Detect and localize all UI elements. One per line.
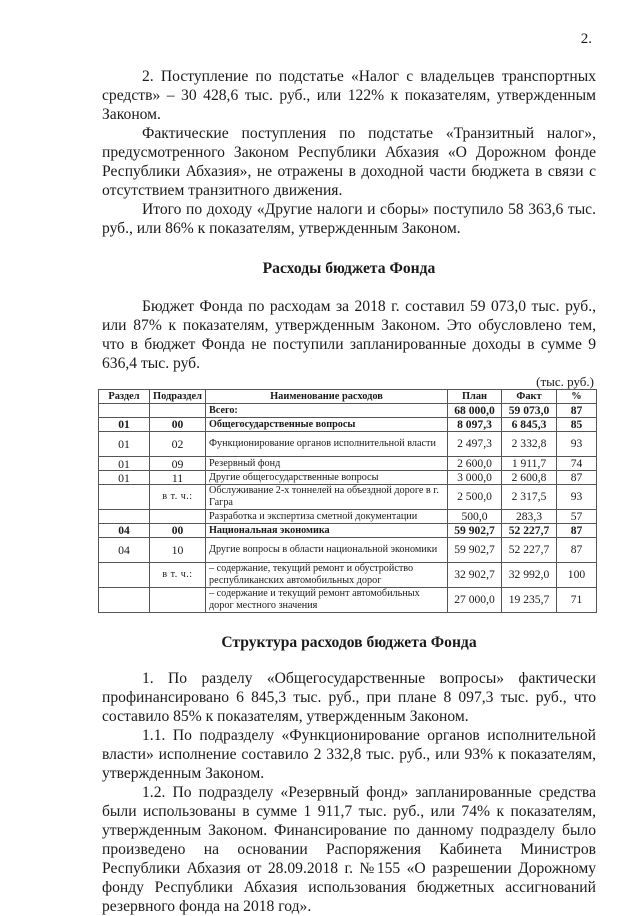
cell-plan: 8 097,3: [448, 418, 502, 432]
column-header-fakt: Факт: [502, 390, 557, 404]
cell-name: Общегосударственные вопросы: [206, 418, 448, 432]
cell-name: – содержание, текущий ремонт и обустройство республиканских автомобильных дорог: [206, 563, 448, 588]
table-row: [99, 485, 597, 510]
cell-plan: 2 500,0: [448, 485, 502, 510]
cell-podrazdel: 00: [150, 524, 206, 538]
cell-podrazdel: в т. ч.:: [150, 563, 206, 588]
cell-fakt: 52 227,7: [502, 538, 557, 563]
table-row: [99, 457, 597, 471]
table-header-row: [99, 390, 597, 404]
table-row: [99, 524, 597, 538]
page-number: 2.: [580, 31, 592, 47]
cell-podrazdel: 11: [150, 471, 206, 485]
cell-fakt: 1 911,7: [502, 457, 557, 471]
unit-note: (тыс. руб.): [536, 374, 594, 389]
cell-razdel: 04: [99, 538, 150, 563]
cell-razdel: 01: [99, 457, 150, 471]
expenses-table: [98, 389, 597, 613]
cell-name: Другие вопросы в области национальной экономики: [206, 538, 448, 563]
cell-name: Всего:: [206, 404, 448, 418]
cell-pct: 87: [557, 538, 597, 563]
cell-razdel: 01: [99, 432, 150, 457]
cell-name: Национальная экономика: [206, 524, 448, 538]
paragraph-executive-bodies: 1.1. По подразделу «Функционирование органов исполнительной власти» исполнение составило 2 332,8 тыс. руб., или 93% к показателям, утвержденным Законом.: [102, 727, 596, 782]
cell-plan: 32 902,7: [448, 563, 502, 588]
cell-name: Резервный фонд: [206, 457, 448, 471]
cell-razdel: 01: [99, 471, 150, 485]
cell-fakt: 283,3: [502, 510, 557, 524]
table-row: [99, 538, 597, 563]
cell-plan: 2 497,3: [448, 432, 502, 457]
column-header-pct: %: [557, 390, 597, 404]
table-row: [99, 418, 597, 432]
cell-razdel: [99, 563, 150, 588]
paragraph-general-state-issues: 1. По разделу «Общегосударственные вопросы» фактически профинансировано 6 845,3 тыс. руб., при плане 8 097,3 тыс. руб., что составило 85% к показателям, утвержденным Законом.: [102, 670, 596, 725]
cell-fakt: 6 845,3: [502, 418, 557, 432]
table-row: [99, 471, 597, 485]
cell-razdel: [99, 404, 150, 418]
cell-pct: 93: [557, 432, 597, 457]
expenses-heading: Расходы бюджета Фонда: [262, 260, 436, 277]
table-row: [99, 588, 597, 613]
cell-fakt: 2 600,8: [502, 471, 557, 485]
paragraph-expenses-summary: Бюджет Фонда по расходам за 2018 г. составил 59 073,0 тыс. руб., или 87% к показателям, утвержденным Законом. Это обусловлено тем, что в бюджет Фонда не поступили запланированные доходы в сумме 9 636,4 тыс. руб.: [102, 298, 596, 372]
cell-name: – содержание и текущий ремонт автомобильных дорог местного значения: [206, 588, 448, 613]
cell-podrazdel: 00: [150, 418, 206, 432]
cell-pct: 87: [557, 404, 597, 418]
cell-fakt: 2 317,5: [502, 485, 557, 510]
column-header-razdel: Раздел: [99, 390, 150, 404]
cell-fakt: 19 235,7: [502, 588, 557, 613]
cell-fakt: 32 992,0: [502, 563, 557, 588]
cell-plan: 59 902,7: [448, 524, 502, 538]
cell-pct: 71: [557, 588, 597, 613]
cell-fakt: 59 073,0: [502, 404, 557, 418]
column-header-plan: План: [448, 390, 502, 404]
cell-podrazdel: [150, 588, 206, 613]
paragraph-transit-tax: Фактические поступления по подстатье «Транзитный налог», предусмотренного Законом Республики Абхазия «О Дорожном фонде Республики Абхазия», не отражены в доходной части бюджета в связи с отсутствием транзитного движения.: [102, 125, 596, 199]
cell-pct: 74: [557, 457, 597, 471]
cell-razdel: [99, 588, 150, 613]
cell-razdel: 04: [99, 524, 150, 538]
cell-pct: 87: [557, 524, 597, 538]
cell-razdel: [99, 485, 150, 510]
cell-pct: 87: [557, 471, 597, 485]
column-header-podrazdel: Подраздел: [150, 390, 206, 404]
cell-plan: 27 000,0: [448, 588, 502, 613]
cell-podrazdel: в т. ч.:: [150, 485, 206, 510]
cell-plan: 2 600,0: [448, 457, 502, 471]
cell-podrazdel: [150, 404, 206, 418]
structure-heading: Структура расходов бюджета Фонда: [221, 634, 477, 651]
table-row: [99, 432, 597, 457]
paragraph-reserve-fund: 1.2. По подразделу «Резервный фонд» запланированные средства были использованы в сумме 1 911,7 тыс. руб., или 74% к показателям, утвержденным Законом. Финансирование по данному подразделу было произведено на основании Распоряжения Кабинета Министров Республики Абхазия от 28.09.2018 г. №155 «О разрешении Дорожному фонду Республики Абхазия использования бюджетных ассигнований резервного фонда на 2018 год».: [102, 784, 596, 915]
cell-name: Другие общегосударственные вопросы: [206, 471, 448, 485]
paragraph-other-taxes-total: Итого по доходу «Другие налоги и сборы» поступило 58 363,6 тыс. руб., или 86% к показателям, утвержденным Законом.: [102, 201, 596, 237]
document-body: [102, 67, 596, 916]
cell-name: Обслуживание 2-х тоннелей на объездной дороге в г. Гагра: [206, 485, 448, 510]
cell-podrazdel: [150, 510, 206, 524]
table-row: [99, 563, 597, 588]
cell-podrazdel: 09: [150, 457, 206, 471]
cell-plan: 3 000,0: [448, 471, 502, 485]
cell-fakt: 2 332,8: [502, 432, 557, 457]
paragraph-transport-tax: 2. Поступление по подстатье «Налог с владельцев транспортных средств» – 30 428,6 тыс. руб., или 122% к показателям, утвержденным Законом.: [102, 68, 596, 123]
cell-fakt: 52 227,7: [502, 524, 557, 538]
cell-plan: 59 902,7: [448, 538, 502, 563]
cell-pct: 93: [557, 485, 597, 510]
table-row: [99, 510, 597, 524]
cell-razdel: [99, 510, 150, 524]
cell-name: Функционирование органов исполнительной власти: [206, 432, 448, 457]
column-header-name: Наименование расходов: [206, 390, 448, 404]
cell-podrazdel: 02: [150, 432, 206, 457]
cell-plan: 68 000,0: [448, 404, 502, 418]
table-row: [99, 404, 597, 418]
cell-plan: 500,0: [448, 510, 502, 524]
cell-pct: 85: [557, 418, 597, 432]
cell-pct: 57: [557, 510, 597, 524]
cell-pct: 100: [557, 563, 597, 588]
cell-podrazdel: 10: [150, 538, 206, 563]
cell-name: Разработка и экспертиза сметной документации: [206, 510, 448, 524]
cell-razdel: 01: [99, 418, 150, 432]
